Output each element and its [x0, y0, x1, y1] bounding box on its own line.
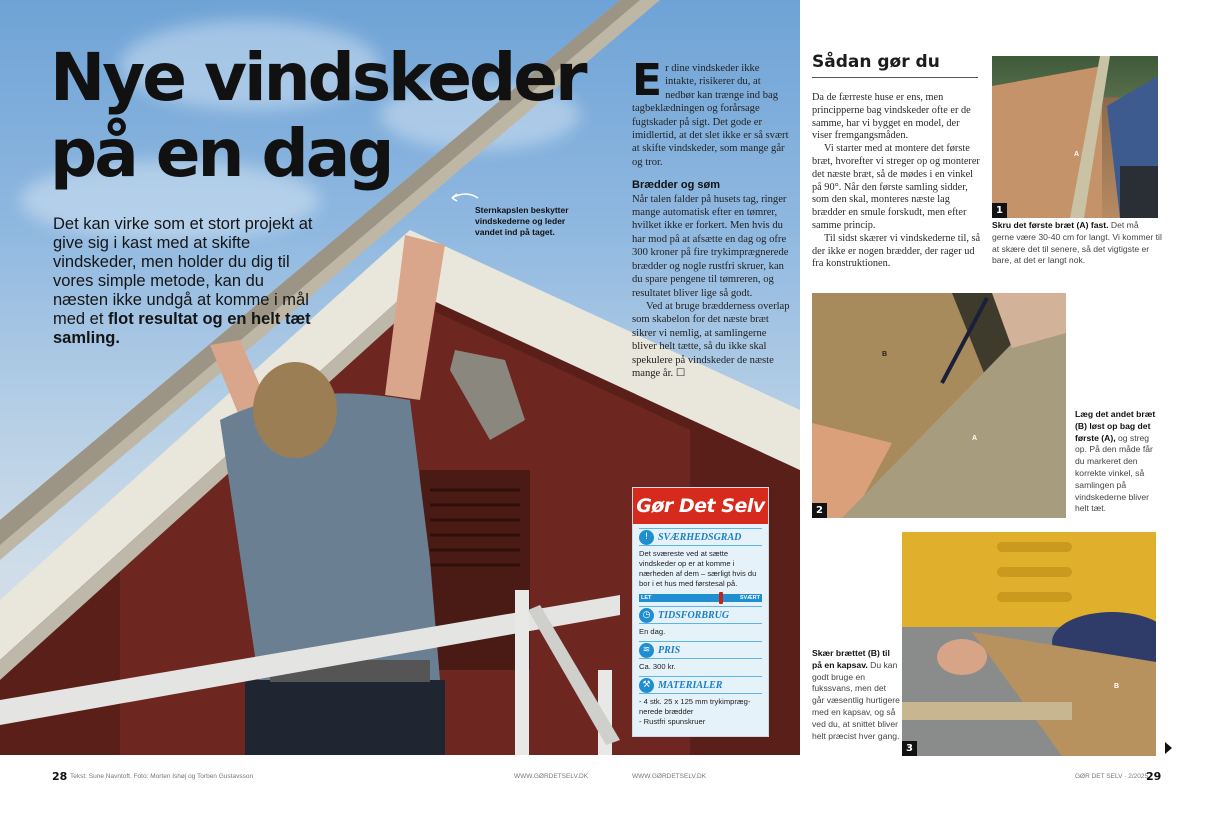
materials-label: MATERIALER: [658, 679, 723, 691]
caption-text: Det må gerne være 30-40 cm for langt. Vi kommer til at skære det til senere, så det vigtigste er bare, at det er langt nok.: [992, 220, 1162, 266]
step-3-caption: [812, 648, 900, 742]
price-text: Ca. 300 kr.: [639, 662, 676, 671]
price-section: [633, 641, 768, 672]
difficulty-icon: !: [639, 530, 654, 545]
board-label-a: A: [1074, 151, 1080, 158]
step-number: 2: [812, 503, 827, 518]
page-number-left: 28: [52, 770, 68, 783]
time-section: [633, 606, 768, 637]
footer-url-right[interactable]: WWW.GØRDETSELV.DK: [632, 773, 707, 780]
caption-bold: Skær brættet (B) til på en kapsav.: [812, 648, 890, 670]
credits: Tekst: Sune Navntoft. Foto: Morten Ishøj og Torben Gustavsson: [70, 773, 254, 780]
lead-text: Det kan virke som et stort projekt at give sig i kast med at skifte vindskeder, men holder du dig til vores simple metode, kan du næsten ikke undgå at komme i mål med et: [53, 215, 313, 328]
step-2-caption: [1075, 409, 1161, 515]
meter-min-label: LET: [641, 595, 652, 601]
step-1-caption: [992, 220, 1162, 267]
difficulty-section: [633, 528, 768, 602]
body-paragraph-1: Da de færreste huse er ens, men principperne bag vindskeder ofte er de samme, har vi bygget en model, der viser fremgangsmåden.: [812, 92, 971, 142]
body-paragraph-2: Vi starter med at montere det første bræt, hvorefter vi streger op og monterer det næste bræt, så de mødes i en vinkel på 90°. Når den første samling sidder, som den skal, monteres næste lag brædder en smule forskudt, men efter samme princip.: [812, 143, 980, 231]
difficulty-label: SVÆRHEDSGRAD: [658, 531, 742, 543]
materials-item: - Rustfri spunskruer: [639, 717, 706, 726]
info-box: [632, 487, 769, 737]
lead-bold-text: flot resultat og en helt tæt samling.: [53, 310, 311, 347]
caption-bold: Skru det første bræt (A) fast.: [992, 220, 1109, 230]
stopwatch-icon: ◷: [639, 608, 654, 623]
difficulty-meter: [639, 594, 762, 602]
issue-label: GØR DET SELV · 2/2025: [1075, 773, 1149, 780]
step-1-photo: [992, 56, 1158, 218]
step-3-photo: [902, 532, 1156, 756]
curved-arrow-icon: [448, 190, 480, 204]
page-number-right: 29: [1146, 770, 1162, 783]
materials-section: [633, 676, 768, 727]
caption-bold: Læg det andet bræt (B) løst op bag det første (A),: [1075, 409, 1156, 443]
photo-callout: Sternkapslen beskytter vindskederne og leder vandet ind på taget.: [475, 205, 569, 237]
board-label-b: B: [882, 351, 888, 358]
time-text: En dag.: [639, 627, 666, 636]
brand-header: Gør Det Selv: [633, 488, 768, 524]
step-number: 3: [902, 741, 917, 756]
step-2-photo: [812, 293, 1066, 518]
intro-paragraph-3: Ved at bruge brædderness overlap som skabelon for det næste bræt sikrer vi nemlig, at samlingerne bliver helt tætte, så du ikke skal spekulere på vindskeder de næste mange år. ☐: [632, 300, 790, 379]
tools-icon: ⚒: [639, 678, 654, 693]
board-label-a: A: [972, 435, 978, 442]
meter-max-label: SVÆRT: [739, 595, 760, 601]
title-line-2: på en dag: [50, 115, 392, 192]
difficulty-text: Det sværeste ved at sætte vindskeder op er at komme i nærheden af dem – særligt hvis du bor i et hus med førstesal på.: [639, 549, 757, 588]
body-paragraph-3: Til sidst skærer vi vindskederne til, så der ikke er nogen brædder, der rager ud fra konstruktionen.: [812, 232, 981, 270]
difficulty-marker: [719, 592, 723, 604]
board-label-b: B: [1114, 683, 1120, 690]
price-label: PRIS: [658, 644, 681, 656]
intro-paragraph-2: Når talen falder på husets tag, ringer mange automatisk efter en tømrer, hvilket ikke er forkert. Men hvis du har mod på at afsætte en dag og ofre 300 kroner på fire trykimprægnerede brædder og nogle rustfri skruer, kan du spare pengene til tømreren, og resultatet bliver lige så godt.: [632, 193, 789, 299]
step-number: 1: [992, 203, 1007, 218]
next-page-icon[interactable]: [1165, 742, 1172, 754]
article-title: [50, 40, 585, 192]
footer-url-left[interactable]: WWW.GØRDETSELV.DK: [514, 773, 589, 780]
title-line-1: Nye vindskeder: [50, 39, 585, 116]
caption-text: og streg op. På den måde får du markeret den korrekte vinkel, så samlingen på vindskederne bliver helt tæt.: [1075, 432, 1153, 514]
intro-paragraph-1: r dine vindskeder ikke intakte, risikerer du, at nedbør kan trænge ind bag tagbeklædningen og forårsage fugtskader på sigt. Det gode er imidlertid, at det slet ikke er så svært at skifte vindskeder, som mange går og tror.: [632, 63, 789, 168]
coins-icon: ≋: [639, 643, 654, 658]
time-label: TIDSFORBRUG: [658, 609, 730, 621]
intro-column: [632, 55, 792, 380]
right-body: [812, 92, 982, 271]
lead-paragraph: [53, 215, 323, 348]
section-heading: Sådan gør du: [812, 52, 978, 78]
subheading: Brædder og søm: [632, 179, 721, 192]
caption-text: Du kan godt bruge en fukssvans, men det går væsentlig hurtigere med en kapsav, og så ved du, at snittet bliver helt præcist hver gang.: [812, 659, 900, 741]
drop-cap: E: [632, 55, 663, 106]
materials-item: - 4 stk. 25 x 125 mm trykimpræg-nerede brædder: [639, 697, 751, 716]
